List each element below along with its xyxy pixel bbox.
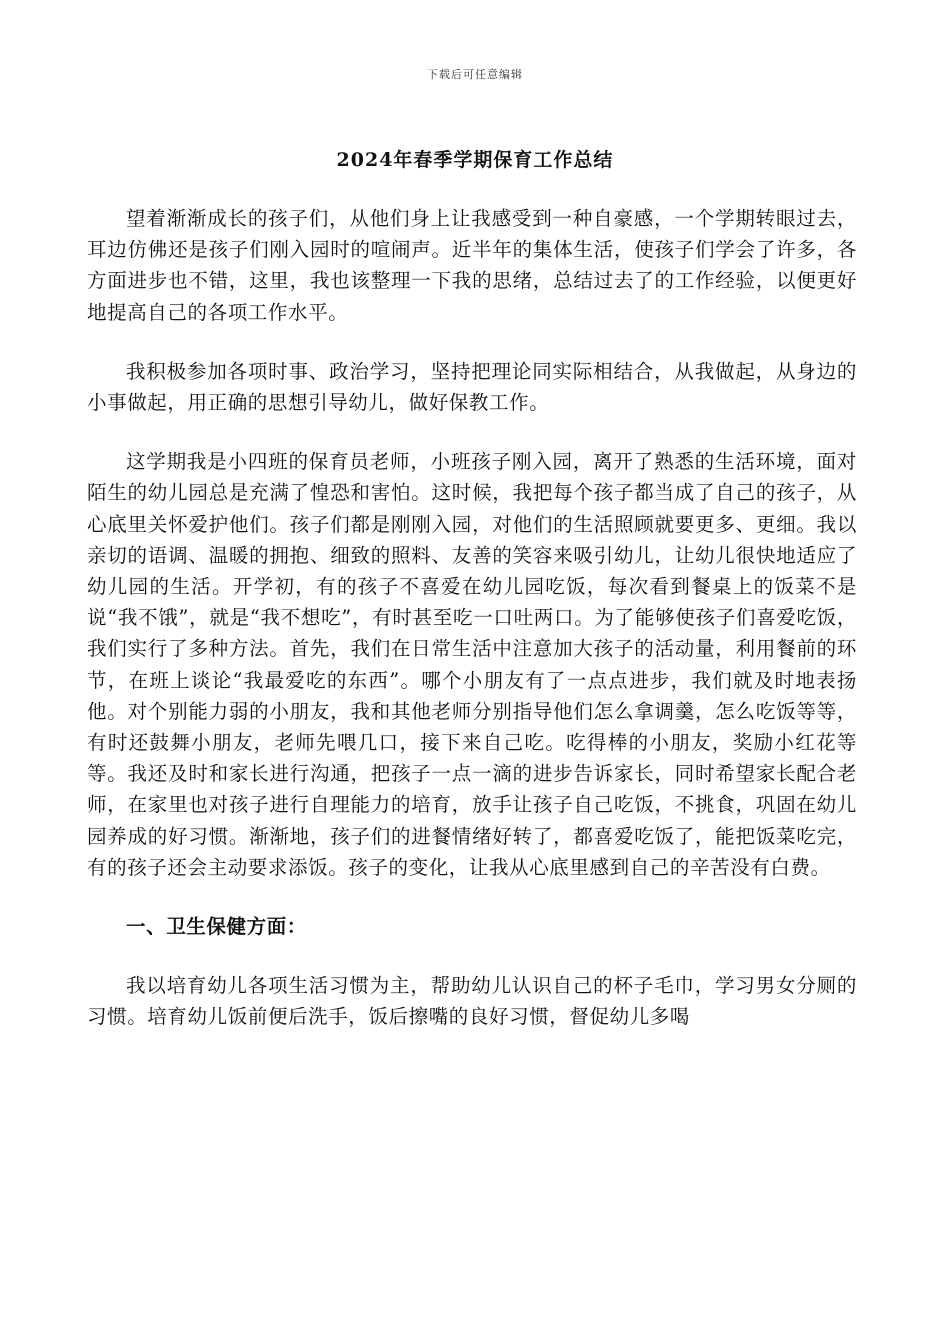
document-title: 2024年春季学期保育工作总结 [336,149,614,171]
section-heading-hygiene: 一、卫生保健方面： [126,915,307,939]
paragraph-hygiene: 我以培育幼儿各项生活习惯为主，帮助幼儿认识自己的杯子毛巾，学习男女分厕的习惯。培育幼儿饭前便后洗手，饭后擦嘴的良好习惯，督促幼儿多喝 [87,974,857,1029]
paragraph-study: 我积极参加各项时事、政治学习，坚持把理论同实际相结合，从我做起，从身边的小事做起，用正确的思想引导幼儿，做好保教工作。 [87,359,857,415]
paragraph-class-care: 这学期我是小四班的保育员老师，小班孩子刚入园，离开了熟悉的生活环境，面对陌生的幼儿园总是充满了惶恐和害怕。这时候，我把每个孩子都当成了自己的孩子，从心底里关怀爱护他们。孩子们都是刚刚入园，对他们的生活照顾就要更多、更细。我以亲切的语调、温暖的拥抱、细致的照料、友善的笑容来吸引幼儿，让幼儿很快地适应了幼儿园的生活。开学初，有的孩子不喜爱在幼儿园吃饭，每次看到餐桌上的饭菜不是说“我不饿”，就是“我不想吃”，有时甚至吃一口吐两口。为了能够使孩子们喜爱吃饭，我们实行了多种方法。首先，我们在日常生活中注意加大孩子的活动量，利用餐前的环节，在班上谈论“我最爱吃的东西”。哪个小朋友有了一点点进步，我们就及时地表扬他。对个别能力弱的小朋友，我和其他老师分别指导他们怎么拿调羹，怎么吃饭等等，有时还鼓舞小朋友，老师先喂几口，接下来自己吃。吃得棒的小朋友，奖励小红花等等。我还及时和家长进行沟通，把孩子一点一滴的进步告诉家长，同时希望家长配合老师，在家里也对孩子进行自理能力的培育，放手让孩子自己吃饭，不挑食，巩固在幼儿园养成的好习惯。渐渐地，孩子们的进餐情绪好转了，都喜爱吃饭了，能把饭菜吃完，有的孩子还会主动要求添饭。孩子的变化，让我从心底里感到自己的辛苦没有白费。 [87,450,857,879]
header-note: 下载后可任意编辑 [427,68,523,81]
paragraph-intro: 望着渐渐成长的孩子们，从他们身上让我感受到一种自豪感，一个学期转眼过去，耳边仿佛还是孩子们刚入园时的喧闹声。近半年的集体生活，使孩子们学会了许多，各方面进步也不错，这里，我也该整理一下我的思绪，总结过去了的工作经验，以便更好地提高自己的各项工作水平。 [87,207,857,324]
document-body [87,203,857,1061]
